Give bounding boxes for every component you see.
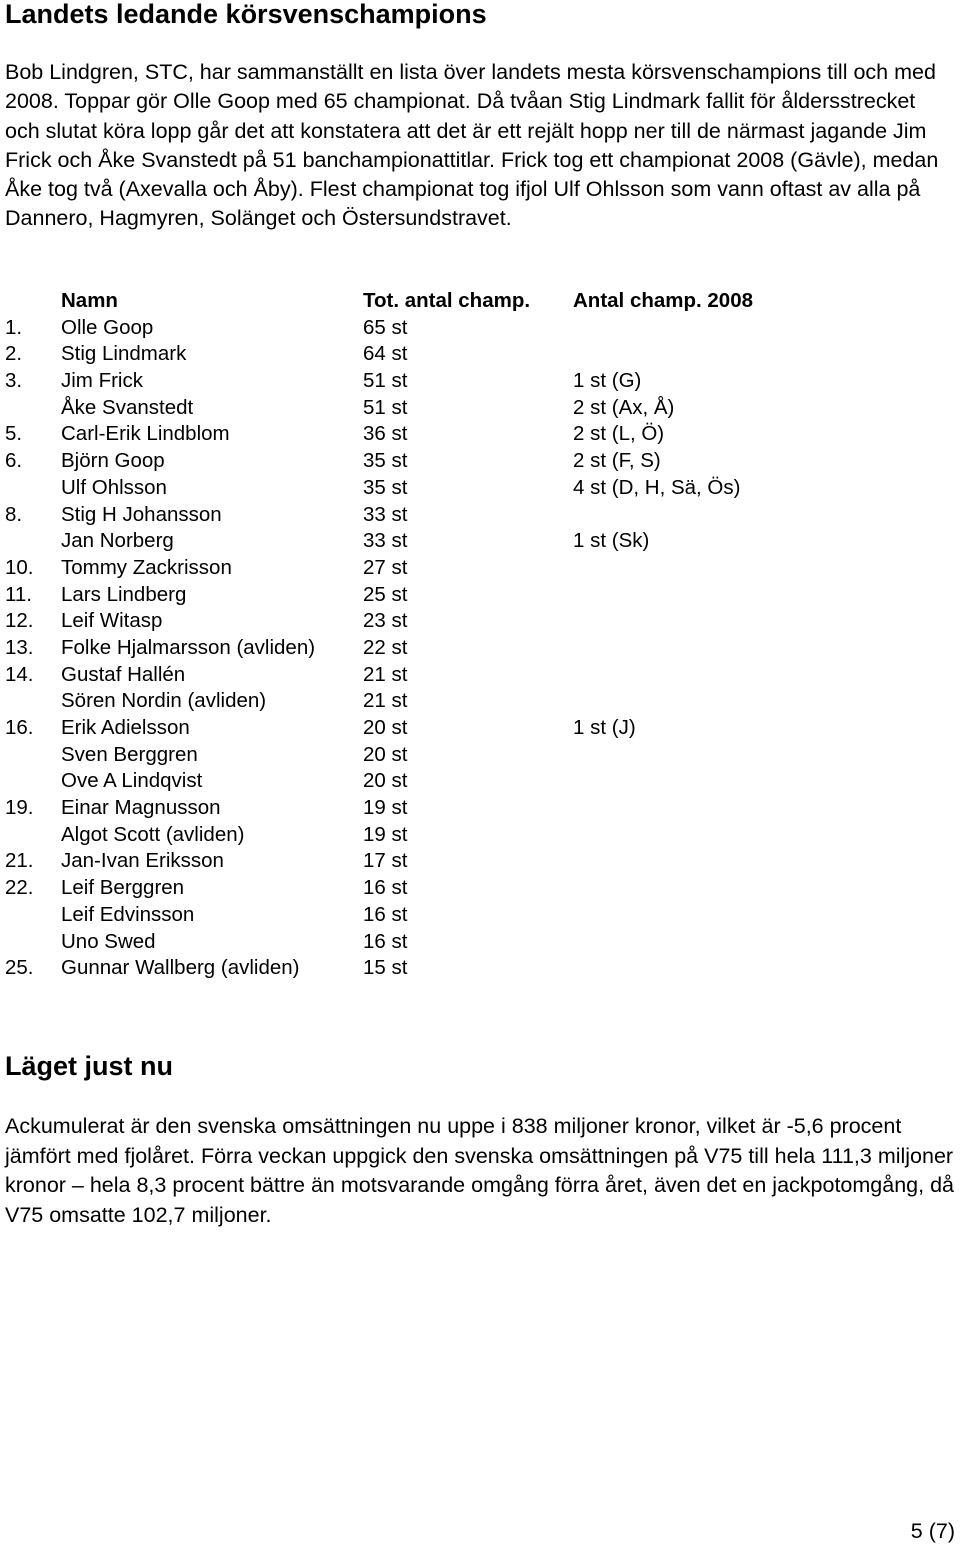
cell-name: Jan-Ivan Eriksson [61,849,224,873]
cell-name: Tommy Zackrisson [61,555,232,579]
cell-name: Åke Svanstedt [61,395,194,419]
cell-2008: 2 st (F, S) [573,449,661,473]
cell-2008: 1 st (Sk) [573,529,650,553]
cell-total: 33 st [363,502,408,526]
cell-rank: 11. [5,582,32,606]
cell-name: Erik Adielsson [61,716,190,739]
cell-rank: 2. [5,342,23,366]
cell-rank: 12. [5,609,34,633]
cell-total: 51 st [363,369,408,393]
cell-rank: 16. [5,716,34,739]
cell-total: 51 st [363,395,408,419]
intro-text [5,58,955,234]
cell-name: Einar Magnusson [61,796,221,820]
cell-total: 27 st [363,555,408,579]
cell-total: 21 st [363,662,408,686]
cell-rank: 13. [5,635,34,659]
cell-name: Stig Lindmark [61,342,187,366]
cell-2008: 2 st (L, Ö) [573,422,665,446]
cell-total: 35 st [363,475,408,499]
cell-total: 20 st [363,742,408,766]
status-text [5,1112,955,1231]
cell-name: Olle Goop [61,315,154,339]
cell-total: 19 st [363,822,408,846]
cell-name: Ulf Ohlsson [61,475,167,499]
cell-name: Leif Witasp [61,609,163,633]
cell-total: 20 st [363,769,408,793]
cell-name: Stig H Johansson [61,502,222,526]
cell-rank: 5. [5,422,23,446]
cell-total: 17 st [363,849,408,873]
cell-total: 23 st [363,609,408,633]
status-paragraph: Ackumulerat är den svenska omsättningen nu uppe i 838 miljoner kronor, vilket är -5,6 procent jämfört med fjolåret. Förra veckan uppgick den svenska omsättningen på V75 till hela 111,3 miljoner kronor – hela 8,3 procent bättre än motsvarande omgång förra året, även det en jackpotomgång, då V75 omsatte 102,7 miljoner. [5,1114,954,1228]
cell-name: Folke Hjalmarsson (avliden) [61,635,316,659]
cell-rank: 10. [5,555,34,579]
cell-total: 22 st [363,635,408,659]
cell-total: 19 st [363,796,408,820]
cell-rank: 6. [5,449,23,473]
cell-total: 65 st [363,315,408,339]
cell-rank: 22. [5,876,34,900]
cell-rank: 14. [5,662,34,686]
cell-rank: 19. [5,796,34,820]
cell-total: 15 st [363,956,408,980]
cell-total: 64 st [363,342,408,366]
page-number: 5 (7) [910,1519,955,1543]
cell-total: 35 st [363,449,408,473]
header-name: Namn [61,289,118,312]
cell-2008: 2 st (Ax, Å) [573,395,675,419]
cell-total: 16 st [363,902,408,926]
cell-name: Gunnar Wallberg (avliden) [61,956,300,980]
cell-total: 25 st [363,582,408,606]
cell-2008: 4 st (D, H, Sä, Ös) [573,475,741,499]
cell-name: Ove A Lindqvist [61,769,203,793]
section-title-status: Läget just nu [5,1051,173,1081]
cell-total: 21 st [363,689,408,713]
cell-rank: 1. [5,315,23,339]
cell-2008: 1 st (J) [573,716,636,739]
cell-name: Sven Berggren [61,742,198,766]
cell-rank: 8. [5,502,23,526]
section-title-champions: Landets ledande körsvenschampions [5,0,487,29]
cell-name: Jim Frick [61,369,143,393]
cell-total: 16 st [363,929,408,953]
header-total: Tot. antal champ. [363,289,531,312]
cell-2008: 1 st (G) [573,369,642,393]
cell-name: Algot Scott (avliden) [61,822,245,846]
cell-name: Carl-Erik Lindblom [61,422,230,446]
cell-total: 33 st [363,529,408,553]
header-2008: Antal champ. 2008 [573,289,754,312]
cell-total: 16 st [363,876,408,900]
cell-name: Lars Lindberg [61,582,187,606]
cell-name: Leif Edvinsson [61,902,195,926]
cell-total: 20 st [363,716,408,739]
cell-name: Uno Swed [61,929,156,953]
cell-rank: 3. [5,369,23,393]
cell-name: Gustaf Hallén [61,662,186,686]
cell-total: 36 st [363,422,408,446]
intro-paragraph: Bob Lindgren, STC, har sammanställt en lista över landets mesta körsvenschampions till och med 2008. Toppar gör Olle Goop med 65 championat. Då tvåan Stig Lindmark fallit för åldersstrecket och slutat köra lopp går det att konstatera att det är ett rejält hopp ner till de närmast jagande Jim Frick och Åke Svanstedt på 51 banchampionattitlar. Frick tog ett championat 2008 (Gävle), medan Åke tog två (Axevalla och Åby). Flest championat tog ifjol Ulf Ohlsson som vann oftast av alla på Dannero, Hagmyren, Solänget och Östersundstravet. [5,60,939,231]
cell-name: Leif Berggren [61,876,185,900]
cell-name: Sören Nordin (avliden) [61,689,267,713]
cell-rank: 25. [5,956,34,980]
cell-name: Jan Norberg [61,529,174,553]
cell-rank: 21. [5,849,34,873]
cell-name: Björn Goop [61,449,165,473]
